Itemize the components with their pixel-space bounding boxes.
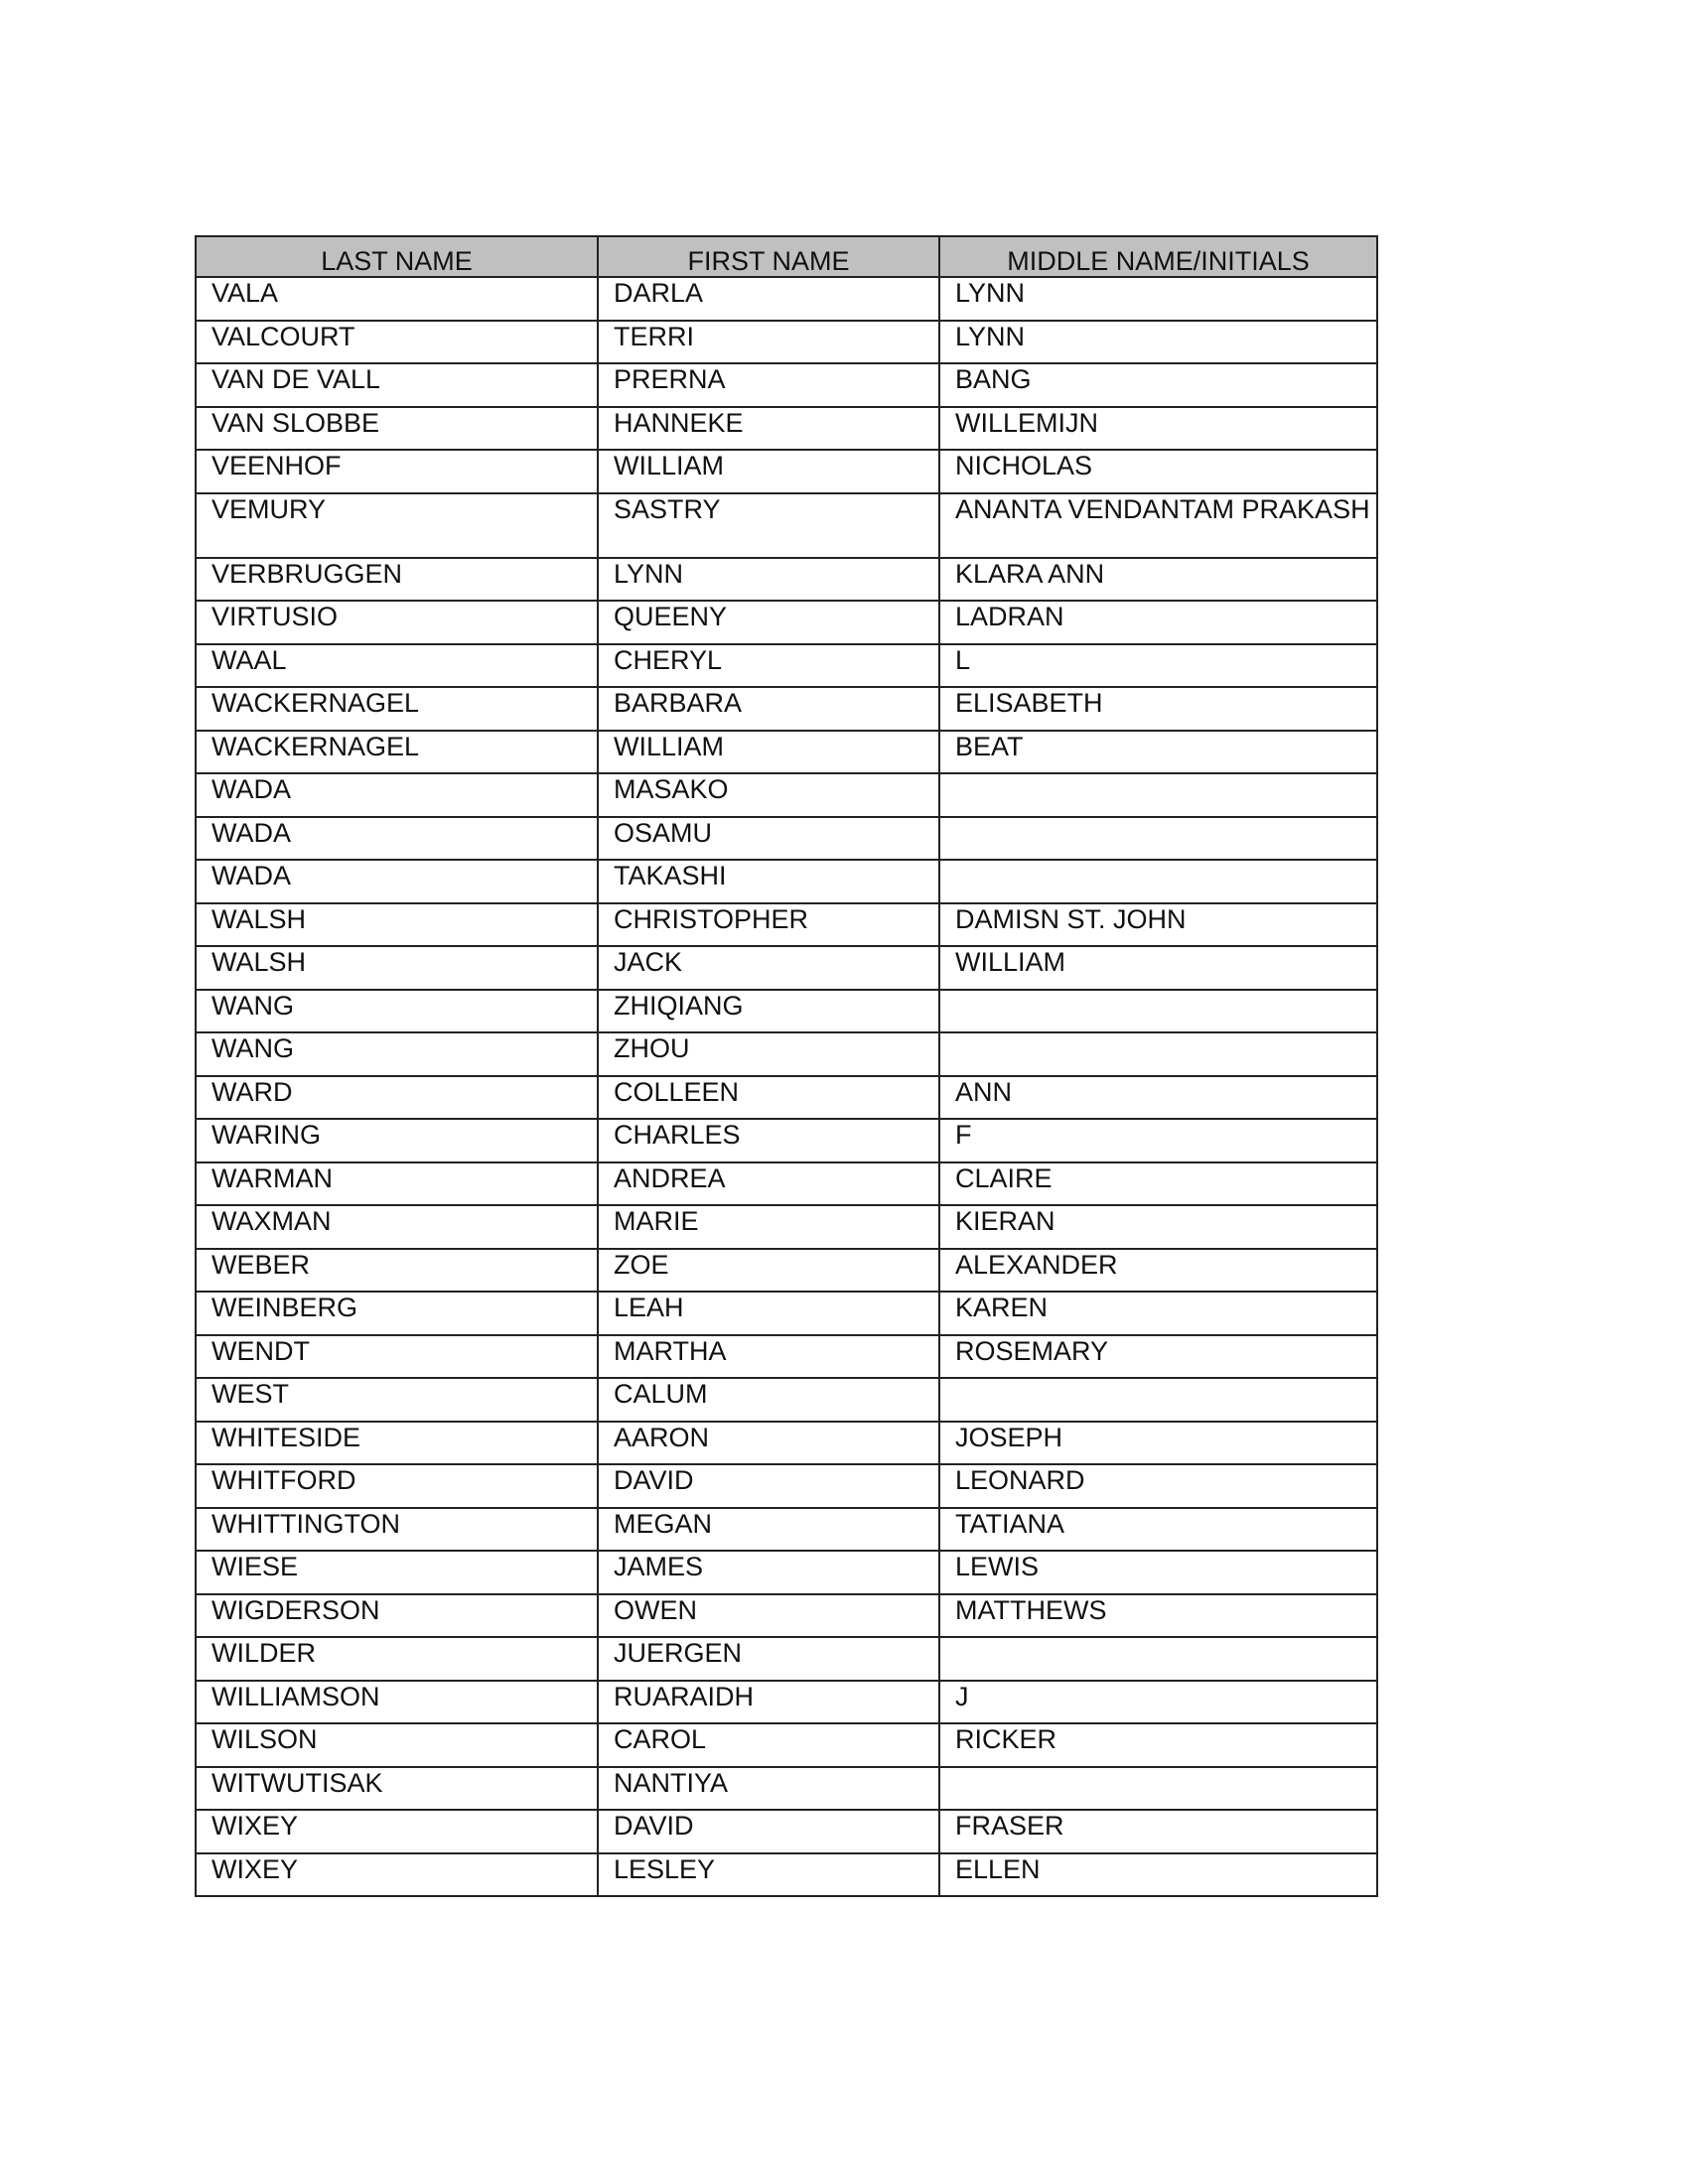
last-name-cell: WANG bbox=[196, 990, 598, 1033]
table-row bbox=[196, 1723, 1377, 1767]
middle-name-cell: KAREN bbox=[939, 1292, 1377, 1335]
first-name-cell: MEGAN bbox=[598, 1508, 939, 1552]
first-name-cell: OSAMU bbox=[598, 817, 939, 861]
first-name-cell: JACK bbox=[598, 946, 939, 990]
first-name-cell: ZHOU bbox=[598, 1032, 939, 1076]
middle-name-cell: KIERAN bbox=[939, 1205, 1377, 1249]
middle-name-cell: JOSEPH bbox=[939, 1422, 1377, 1465]
table-row bbox=[196, 1594, 1377, 1638]
middle-name-cell: LEWIS bbox=[939, 1551, 1377, 1594]
middle-name-cell: LADRAN bbox=[939, 601, 1377, 644]
last-name-cell: WEINBERG bbox=[196, 1292, 598, 1335]
table-row bbox=[196, 1162, 1377, 1206]
table-row bbox=[196, 731, 1377, 774]
first-name-cell: CALUM bbox=[598, 1378, 939, 1422]
table-row bbox=[196, 903, 1377, 947]
middle-name-cell: TATIANA bbox=[939, 1508, 1377, 1552]
table-row bbox=[196, 321, 1377, 364]
last-name-cell: VEMURY bbox=[196, 493, 598, 558]
table-row bbox=[196, 1551, 1377, 1594]
first-name-cell: CHARLES bbox=[598, 1119, 939, 1162]
table-row bbox=[196, 773, 1377, 817]
last-name-cell: WIXEY bbox=[196, 1853, 598, 1897]
last-name-cell: WAXMAN bbox=[196, 1205, 598, 1249]
middle-name-cell: KLARA ANN bbox=[939, 558, 1377, 602]
middle-name-cell: ELLEN bbox=[939, 1853, 1377, 1897]
table-row bbox=[196, 1378, 1377, 1422]
middle-name-cell bbox=[939, 773, 1377, 817]
table-row bbox=[196, 1853, 1377, 1897]
middle-name-cell: MATTHEWS bbox=[939, 1594, 1377, 1638]
last-name-cell: VALA bbox=[196, 277, 598, 321]
table-row bbox=[196, 558, 1377, 602]
last-name-cell: VEENHOF bbox=[196, 450, 598, 493]
first-name-cell: DAVID bbox=[598, 1464, 939, 1508]
names-table bbox=[195, 235, 1378, 1897]
table-row bbox=[196, 277, 1377, 321]
middle-name-cell: RICKER bbox=[939, 1723, 1377, 1767]
table-row bbox=[196, 493, 1377, 558]
middle-name-cell bbox=[939, 860, 1377, 903]
header-last-name: LAST NAME bbox=[196, 236, 598, 277]
middle-name-cell: F bbox=[939, 1119, 1377, 1162]
first-name-cell: LESLEY bbox=[598, 1853, 939, 1897]
last-name-cell: WENDT bbox=[196, 1335, 598, 1379]
middle-name-cell bbox=[939, 1637, 1377, 1681]
table-row bbox=[196, 990, 1377, 1033]
first-name-cell: TERRI bbox=[598, 321, 939, 364]
first-name-cell: LYNN bbox=[598, 558, 939, 602]
table-row bbox=[196, 1119, 1377, 1162]
middle-name-cell: ROSEMARY bbox=[939, 1335, 1377, 1379]
last-name-cell: WADA bbox=[196, 860, 598, 903]
first-name-cell: CHERYL bbox=[598, 644, 939, 688]
middle-name-cell bbox=[939, 990, 1377, 1033]
table-row bbox=[196, 1767, 1377, 1811]
first-name-cell: OWEN bbox=[598, 1594, 939, 1638]
first-name-cell: COLLEEN bbox=[598, 1076, 939, 1120]
table-row bbox=[196, 860, 1377, 903]
last-name-cell: WIESE bbox=[196, 1551, 598, 1594]
last-name-cell: WHITESIDE bbox=[196, 1422, 598, 1465]
table-row bbox=[196, 1335, 1377, 1379]
first-name-cell: ZOE bbox=[598, 1249, 939, 1293]
first-name-cell: AARON bbox=[598, 1422, 939, 1465]
table-row bbox=[196, 1637, 1377, 1681]
middle-name-cell: CLAIRE bbox=[939, 1162, 1377, 1206]
table-row bbox=[196, 1508, 1377, 1552]
table-header bbox=[196, 236, 1377, 277]
first-name-cell: CAROL bbox=[598, 1723, 939, 1767]
table-row bbox=[196, 407, 1377, 451]
last-name-cell: WEST bbox=[196, 1378, 598, 1422]
header-middle-name-initials: MIDDLE NAME/INITIALS bbox=[939, 236, 1377, 277]
last-name-cell: WILLIAMSON bbox=[196, 1681, 598, 1724]
first-name-cell: PRERNA bbox=[598, 363, 939, 407]
table-row bbox=[196, 644, 1377, 688]
last-name-cell: WALSH bbox=[196, 946, 598, 990]
middle-name-cell: J bbox=[939, 1681, 1377, 1724]
first-name-cell: JAMES bbox=[598, 1551, 939, 1594]
last-name-cell: WALSH bbox=[196, 903, 598, 947]
first-name-cell: QUEENY bbox=[598, 601, 939, 644]
last-name-cell: WACKERNAGEL bbox=[196, 687, 598, 731]
first-name-cell: MARIE bbox=[598, 1205, 939, 1249]
last-name-cell: WITWUTISAK bbox=[196, 1767, 598, 1811]
header-row bbox=[196, 236, 1377, 277]
first-name-cell: MASAKO bbox=[598, 773, 939, 817]
table-body bbox=[196, 277, 1377, 1896]
first-name-cell: TAKASHI bbox=[598, 860, 939, 903]
table-row bbox=[196, 601, 1377, 644]
middle-name-cell: LYNN bbox=[939, 321, 1377, 364]
first-name-cell: MARTHA bbox=[598, 1335, 939, 1379]
table-row bbox=[196, 1422, 1377, 1465]
middle-name-cell: ANN bbox=[939, 1076, 1377, 1120]
middle-name-cell: ELISABETH bbox=[939, 687, 1377, 731]
table-row bbox=[196, 1032, 1377, 1076]
table-row bbox=[196, 1205, 1377, 1249]
middle-name-cell bbox=[939, 1767, 1377, 1811]
first-name-cell: HANNEKE bbox=[598, 407, 939, 451]
table-row bbox=[196, 1810, 1377, 1853]
last-name-cell: WHITFORD bbox=[196, 1464, 598, 1508]
table-row bbox=[196, 1681, 1377, 1724]
last-name-cell: WHITTINGTON bbox=[196, 1508, 598, 1552]
middle-name-cell: LYNN bbox=[939, 277, 1377, 321]
middle-name-cell bbox=[939, 817, 1377, 861]
last-name-cell: WILSON bbox=[196, 1723, 598, 1767]
last-name-cell: WADA bbox=[196, 773, 598, 817]
last-name-cell: VERBRUGGEN bbox=[196, 558, 598, 602]
first-name-cell: JUERGEN bbox=[598, 1637, 939, 1681]
last-name-cell: WANG bbox=[196, 1032, 598, 1076]
table-row bbox=[196, 1292, 1377, 1335]
first-name-cell: ZHIQIANG bbox=[598, 990, 939, 1033]
last-name-cell: WIXEY bbox=[196, 1810, 598, 1853]
header-first-name: FIRST NAME bbox=[598, 236, 939, 277]
last-name-cell: WILDER bbox=[196, 1637, 598, 1681]
last-name-cell: WEBER bbox=[196, 1249, 598, 1293]
last-name-cell: VIRTUSIO bbox=[196, 601, 598, 644]
table-row bbox=[196, 363, 1377, 407]
first-name-cell: DAVID bbox=[598, 1810, 939, 1853]
first-name-cell: WILLIAM bbox=[598, 450, 939, 493]
table-row bbox=[196, 946, 1377, 990]
last-name-cell: VAN DE VALL bbox=[196, 363, 598, 407]
table-row bbox=[196, 687, 1377, 731]
last-name-cell: WARMAN bbox=[196, 1162, 598, 1206]
first-name-cell: CHRISTOPHER bbox=[598, 903, 939, 947]
middle-name-cell: BEAT bbox=[939, 731, 1377, 774]
middle-name-cell: BANG bbox=[939, 363, 1377, 407]
last-name-cell: WARING bbox=[196, 1119, 598, 1162]
table-row bbox=[196, 1464, 1377, 1508]
first-name-cell: NANTIYA bbox=[598, 1767, 939, 1811]
last-name-cell: WARD bbox=[196, 1076, 598, 1120]
table-row bbox=[196, 1076, 1377, 1120]
table-row bbox=[196, 1249, 1377, 1293]
middle-name-cell: ANANTA VENDANTAM PRAKASH bbox=[939, 493, 1377, 558]
middle-name-cell: L bbox=[939, 644, 1377, 688]
middle-name-cell: NICHOLAS bbox=[939, 450, 1377, 493]
middle-name-cell bbox=[939, 1032, 1377, 1076]
last-name-cell: VAN SLOBBE bbox=[196, 407, 598, 451]
middle-name-cell: ALEXANDER bbox=[939, 1249, 1377, 1293]
middle-name-cell: DAMISN ST. JOHN bbox=[939, 903, 1377, 947]
first-name-cell: DARLA bbox=[598, 277, 939, 321]
table-row bbox=[196, 450, 1377, 493]
last-name-cell: VALCOURT bbox=[196, 321, 598, 364]
middle-name-cell: WILLIAM bbox=[939, 946, 1377, 990]
last-name-cell: WACKERNAGEL bbox=[196, 731, 598, 774]
middle-name-cell: LEONARD bbox=[939, 1464, 1377, 1508]
first-name-cell: ANDREA bbox=[598, 1162, 939, 1206]
middle-name-cell bbox=[939, 1378, 1377, 1422]
table-row bbox=[196, 817, 1377, 861]
first-name-cell: RUARAIDH bbox=[598, 1681, 939, 1724]
first-name-cell: SASTRY bbox=[598, 493, 939, 558]
last-name-cell: WIGDERSON bbox=[196, 1594, 598, 1638]
first-name-cell: WILLIAM bbox=[598, 731, 939, 774]
first-name-cell: LEAH bbox=[598, 1292, 939, 1335]
last-name-cell: WADA bbox=[196, 817, 598, 861]
last-name-cell: WAAL bbox=[196, 644, 598, 688]
middle-name-cell: FRASER bbox=[939, 1810, 1377, 1853]
first-name-cell: BARBARA bbox=[598, 687, 939, 731]
middle-name-cell: WILLEMIJN bbox=[939, 407, 1377, 451]
